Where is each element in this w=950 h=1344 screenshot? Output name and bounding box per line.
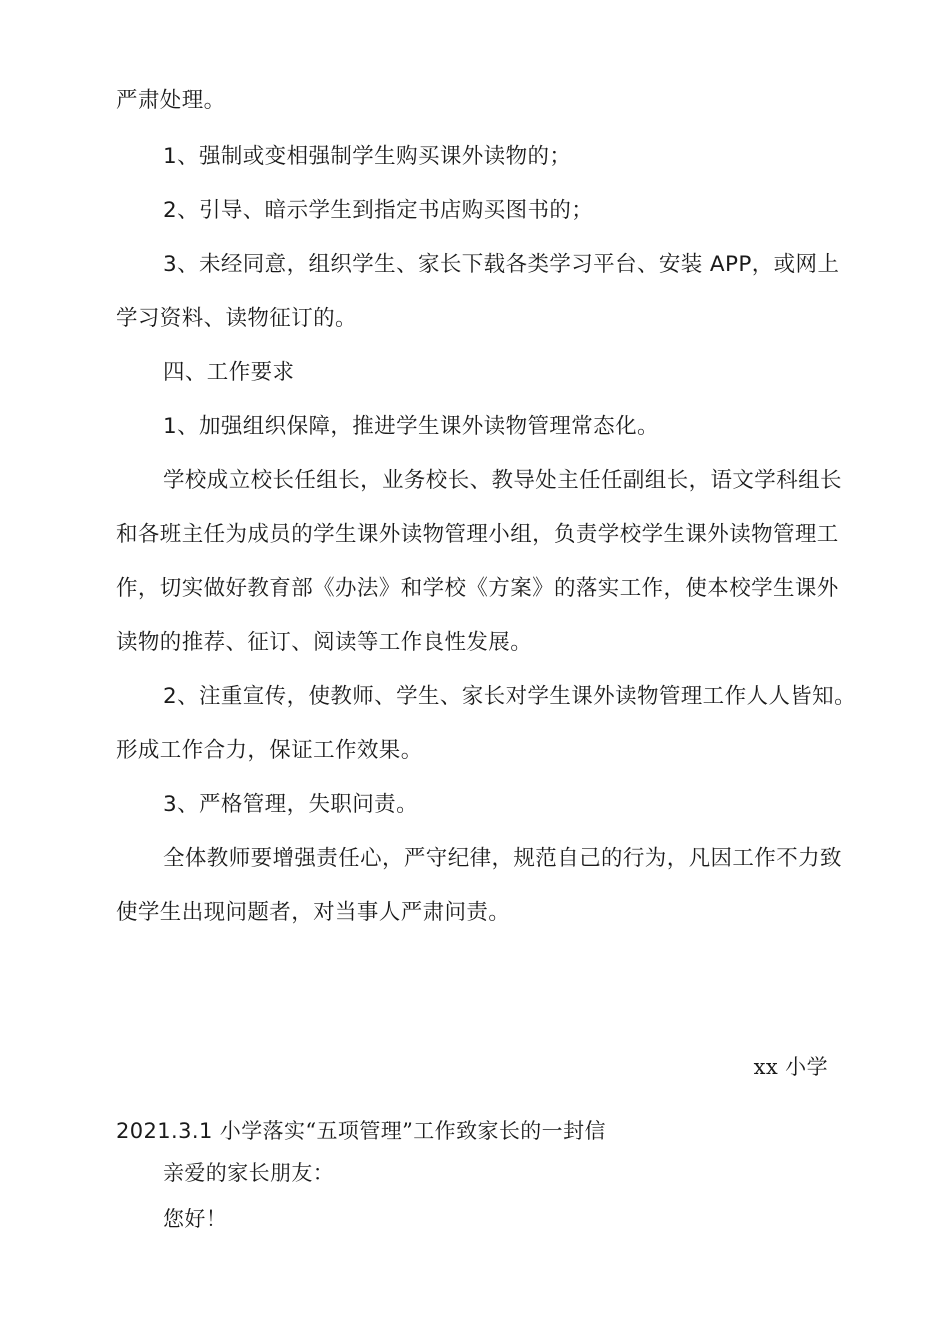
paragraph-line: 严肃处理。 xyxy=(116,88,226,113)
list-item: 1、加强组织保障，推进学生课外读物管理常态化。 xyxy=(163,414,659,439)
paragraph-line: 全体教师要增强责任心，严守纪律，规范自己的行为，凡因工作不力致 xyxy=(163,846,842,871)
list-item: 3、未经同意，组织学生、家长下载各类学习平台、安装 APP，或网上 xyxy=(163,252,840,277)
letter-title: 小学落实“五项管理”工作致家长的一封信 xyxy=(219,1119,606,1143)
list-item: 3、严格管理，失职问责。 xyxy=(163,792,418,817)
signature: xx 小学 xyxy=(753,1055,828,1079)
paragraph-line: 读物的推荐、征订、阅读等工作良性发展。 xyxy=(116,630,533,655)
paragraph-line: 和各班主任为成员的学生课外读物管理小组，负责学校学生课外读物管理工 xyxy=(116,522,839,547)
section-heading: 四、工作要求 xyxy=(163,360,295,385)
letter-greeting: 您好！ xyxy=(163,1207,228,1231)
paragraph-line: 使学生出现问题者，对当事人严肃问责。 xyxy=(116,900,511,925)
letter-date: 2021.3.1 xyxy=(116,1119,213,1143)
letter-title-line xyxy=(116,1116,606,1146)
paragraph-line: 作，切实做好教育部《办法》和学校《方案》的落实工作，使本校学生课外 xyxy=(116,576,839,601)
paragraph-line: 形成工作合力，保证工作效果。 xyxy=(116,738,423,763)
paragraph-line: 学习资料、读物征订的。 xyxy=(116,306,357,331)
list-item: 2、引导、暗示学生到指定书店购买图书的； xyxy=(163,198,594,223)
letter-salutation: 亲爱的家长朋友： xyxy=(163,1161,335,1185)
list-item: 2、注重宣传，使教师、学生、家长对学生课外读物管理工作人人皆知。 xyxy=(163,684,856,709)
list-item: 1、强制或变相强制学生购买课外读物的； xyxy=(163,144,572,169)
paragraph-line: 学校成立校长任组长，业务校长、教导处主任任副组长，语文学科组长 xyxy=(163,468,842,493)
